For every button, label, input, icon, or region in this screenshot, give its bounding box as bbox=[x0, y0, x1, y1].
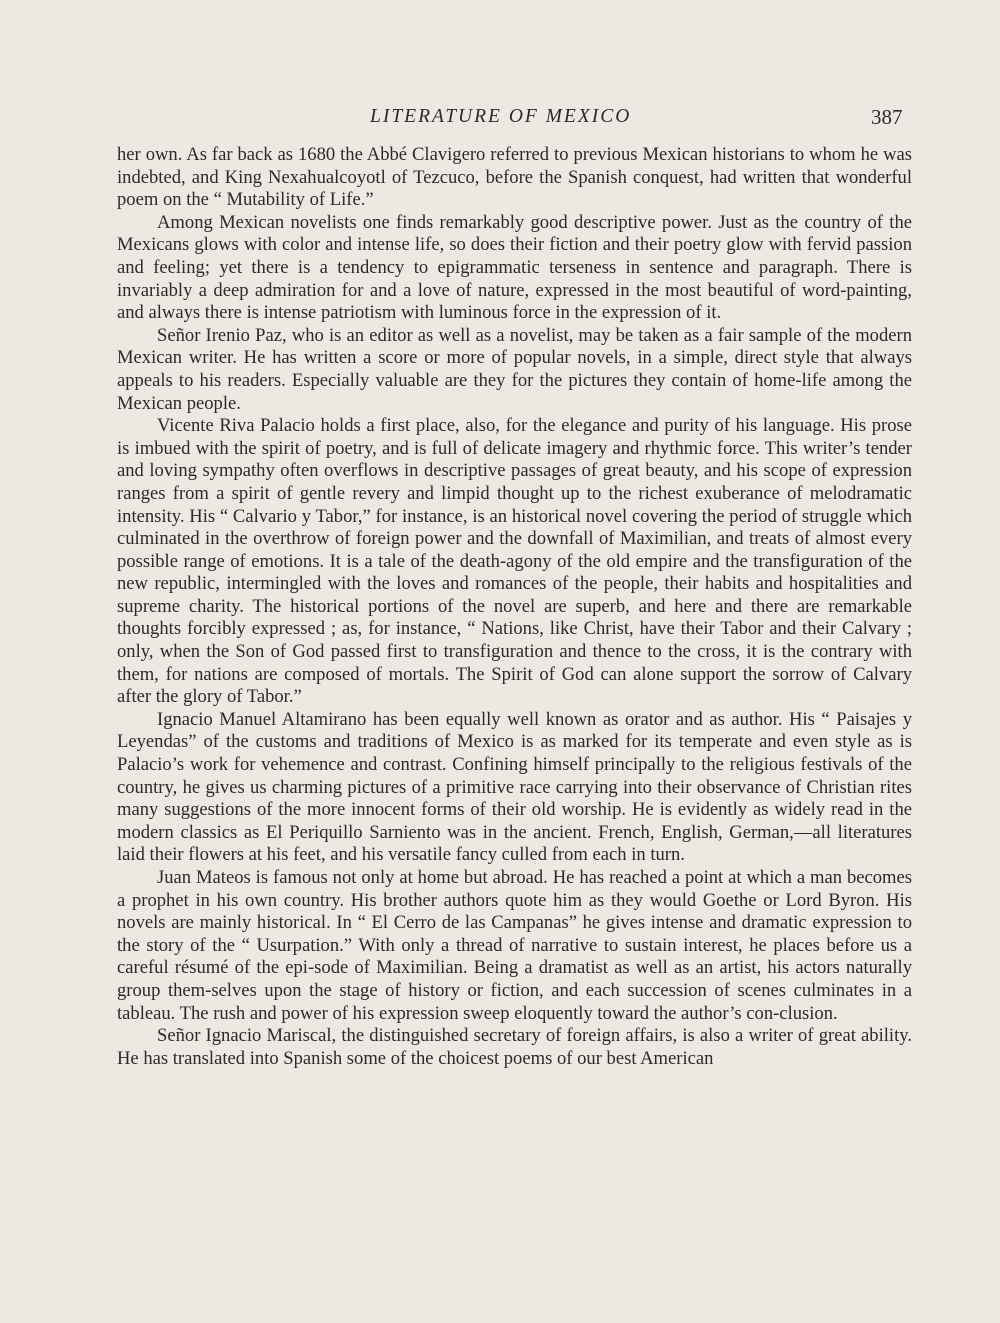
paragraph-altamirano: Ignacio Manuel Altamirano has been equally well known as orator and as author. His “ Paisajes y Leyendas” of the customs and traditions of Mexico is as marked for its temperate and even style as is Palacio’s work for vehemence and contrast. Confining himself principally to the religious festivals of the country, he gives us charming pictures of a primitive race carrying into their observance of Christian rites many suggestions of the more innocent forms of their old worship. He is evidently as widely read in the modern classics as El Periquillo Sarniento was in the ancient. French, English, German,—all literatures laid their flowers at his feet, and his versatile fancy culled from each in turn. bbox=[117, 708, 912, 866]
paragraph-continued: her own. As far back as 1680 the Abbé Clavigero referred to previous Mexican historians to whom he was indebted, and King Nexahualcoyotl of Tezcuco, before the Spanish conquest, had written that wonderful poem on the “ Mutability of Life.” bbox=[117, 144, 912, 211]
paragraph-mariscal: Señor Ignacio Mariscal, the distinguished secretary of foreign affairs, is also a writer of great ability. He has translated into Spanish some of the choicest poems of our best American bbox=[117, 1025, 912, 1069]
paragraph-irenio-paz: Señor Irenio Paz, who is an editor as well as a novelist, may be taken as a fair sample of the modern Mexican writer. He has written a score or more of popular novels, in a simple, direct style that always appeals to his readers. Especially valuable are they for the pictures they contain of home-life among the Mexican people. bbox=[117, 324, 912, 414]
running-head-title: LITERATURE OF MEXICO bbox=[370, 106, 632, 127]
paragraph-juan-mateos: Juan Mateos is famous not only at home but abroad. He has reached a point at which a man becomes a prophet in his own country. His brother authors quote him as they would Goethe or Lord Byron. His novels are mainly historical. In “ El Cerro de las Campanas” he gives intense and dramatic expression to the story of the “ Usurpation.” With only a thread of narrative to sustain interest, he places before us a careful résumé of the epi-sode of Maximilian. Being a dramatist as well as an artist, his actors naturally group them-selves upon the stage of history or fiction, and each succession of scenes culminates in a tableau. The rush and power of his expression sweep eloquently toward the author’s con-clusion. bbox=[117, 867, 912, 1024]
paragraph-mexican-novelists: Among Mexican novelists one finds remarkably good descriptive power. Just as the country of the Mexicans glows with color and intense life, so does their fiction and their poetry glow with fervid passion and feeling; yet there is a tendency to epigrammatic terseness in sentence and paragraph. There is invariably a deep admiration for and a love of nature, expressed in the most beautiful of word-painting, and always there is intense patriotism with luminous force in the expression of it. bbox=[117, 211, 912, 324]
page-number: 387 bbox=[871, 105, 903, 129]
body-text bbox=[117, 144, 912, 1070]
paragraph-riva-palacio: Vicente Riva Palacio holds a first place, also, for the elegance and purity of his language. His prose is imbued with the spirit of poetry, and is full of delicate imagery and rhythmic force. This writer’s tender and loving sympathy often overflows in descriptive passages of great beauty, and his scope of expression ranges from a spirit of gentle revery and limpid thought up to the richest exuberance of melodramatic intensity. His “ Calvario y Tabor,” for instance, is an historical novel covering the period of struggle which culminated in the overthrow of foreign power and the downfall of Maximilian, and treats of almost every possible range of emotions. It is a tale of the death-agony of the old empire and the transfiguration of the new republic, intermingled with the loves and romances of the people, their habits and hospitalities and supreme charity. The historical portions of the novel are superb, and here and there are remarkable thoughts forcibly expressed ; as, for instance, “ Nations, like Christ, have their Tabor and their Calvary ; only, when the Son of God passed first to transfiguration and thence to the cross, it is the contrary with them, for nations are composed of mortals. The Spirit of God can alone support the sorrow of Calvary after the glory of Tabor.” bbox=[117, 415, 912, 708]
